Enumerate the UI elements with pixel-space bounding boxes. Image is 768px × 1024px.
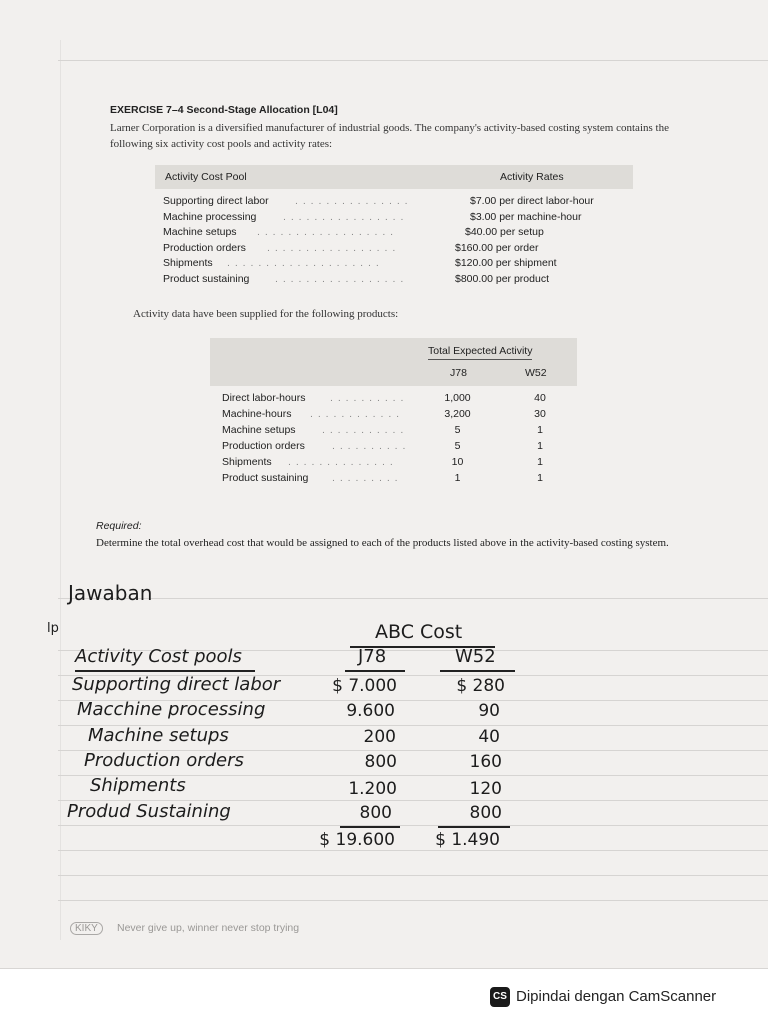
answer-row-label: Macchine processing (77, 699, 266, 720)
required-text: Determine the total overhead cost that would be assigned to each of the products listed above in the activity-based costing system. (96, 537, 669, 549)
table-row (210, 440, 577, 456)
answer-total-j78: $ 19.600 (319, 830, 395, 850)
answer-w52: $ 280 (456, 676, 505, 696)
answer-j78: 800 (364, 752, 397, 772)
subtotal-underline (438, 826, 510, 828)
header-underline (440, 670, 515, 672)
table-row (155, 211, 633, 227)
answer-row-label: Shipments (90, 775, 186, 796)
header-underline (345, 670, 405, 672)
answer-row-label: Machine setups (88, 725, 229, 746)
table-row (210, 392, 577, 408)
rate-pool: Shipments (163, 257, 213, 269)
subtotal-underline (340, 826, 400, 828)
rate-value: $40.00 per setup (465, 226, 544, 238)
col-header-j78: J78 (450, 367, 467, 379)
answer-w52: 120 (469, 779, 502, 799)
j78-value: 3,200 (444, 408, 471, 420)
table-row (210, 472, 577, 488)
w52-value: 1 (537, 440, 543, 452)
leader-dots: . . . . . . . . . . . . . . . . . (275, 272, 405, 285)
table-row (210, 408, 577, 424)
leader-dots: . . . . . . . . . . . . . . . . (283, 210, 405, 223)
activity-label: Direct labor-hours (222, 392, 306, 404)
activity-rates-table (155, 165, 633, 288)
rate-value: $7.00 per direct labor-hour (470, 195, 594, 207)
ruled-line (58, 825, 768, 826)
ruled-line (58, 900, 768, 901)
rates-header-rate: Activity Rates (500, 171, 564, 183)
rate-value: $160.00 per order (455, 241, 539, 254)
rate-pool: Supporting direct labor (163, 195, 269, 207)
answer-col-w52: W52 (455, 646, 496, 667)
activity-label: Machine-hours (222, 408, 292, 420)
margin-note: lp (47, 621, 59, 636)
scanner-watermark: Dipindai dengan CamScanner (516, 988, 717, 1005)
table-row (210, 456, 577, 472)
required-label: Required: (96, 520, 142, 532)
rate-pool: Production orders (163, 241, 246, 254)
rate-value: $800.00 per product (455, 272, 549, 285)
rate-value: $120.00 per shipment (455, 257, 557, 269)
j78-value: 1 (454, 472, 461, 484)
table-row (155, 257, 633, 273)
answer-row-label: Production orders (84, 750, 244, 771)
answer-row-label: Produd Sustaining (67, 801, 231, 822)
table-row (155, 242, 633, 258)
leader-dots: . . . . . . . . . . . . (310, 408, 401, 420)
answer-j78: 9.600 (346, 701, 395, 721)
table-row (155, 273, 633, 289)
notebook-motto: Never give up, winner never stop trying (117, 922, 300, 934)
exercise-title: EXERCISE 7–4 Second-Stage Allocation [L04] (110, 104, 338, 116)
ruled-line (58, 60, 768, 61)
leader-dots: . . . . . . . . . . . . . . (288, 456, 394, 468)
w52-value: 1 (537, 472, 543, 484)
answer-w52: 90 (478, 701, 500, 721)
activity-label: Production orders (222, 440, 305, 452)
w52-value: 1 (537, 456, 543, 468)
activity-label: Shipments (222, 456, 272, 468)
ruled-line (58, 598, 768, 599)
header-underline (75, 670, 255, 672)
leader-dots: . . . . . . . . . (332, 472, 399, 484)
activity-label: Product sustaining (222, 472, 309, 484)
answer-j78: 800 (359, 803, 392, 823)
leader-dots: . . . . . . . . . . . . . . . (295, 195, 409, 207)
answer-w52: 800 (469, 803, 502, 823)
answer-col-j78: J78 (358, 646, 387, 667)
j78-value: 5 (454, 424, 461, 436)
answer-total-w52: $ 1.490 (435, 830, 500, 850)
margin-line (60, 40, 61, 940)
leader-dots: . . . . . . . . . . (332, 440, 407, 452)
ruled-line (58, 875, 768, 876)
answer-j78: 1.200 (348, 779, 397, 799)
rate-pool: Machine processing (163, 210, 257, 223)
answer-j78: 200 (363, 727, 396, 747)
leader-dots: . . . . . . . . . . . . . . . . . . . . (227, 257, 380, 269)
answer-col-header: Activity Cost pools (75, 646, 242, 667)
activity-table-header (210, 338, 577, 386)
w52-value: 1 (537, 424, 543, 436)
activity-data-table (210, 338, 577, 488)
ruled-line (58, 850, 768, 851)
rate-value: $3.00 per machine-hour (470, 210, 582, 223)
camscanner-icon: CS (490, 987, 510, 1007)
table-row (155, 195, 633, 211)
leader-dots: . . . . . . . . . . . . . . . . . (267, 241, 397, 254)
leader-dots: . . . . . . . . . . . (322, 424, 405, 436)
j78-value: 5 (454, 440, 461, 452)
j78-value: 10 (451, 456, 464, 468)
group-header: Total Expected Activity (428, 345, 532, 360)
notebook-brand-logo: KIKY (70, 922, 103, 935)
activity-intro: Activity data have been supplied for the following products: (133, 308, 399, 320)
w52-value: 30 (534, 408, 546, 420)
rates-header-pool: Activity Cost Pool (165, 171, 247, 183)
leader-dots: . . . . . . . . . . (330, 392, 405, 404)
j78-value: 1,000 (444, 392, 471, 404)
answer-title: ABC Cost (375, 621, 463, 643)
table-row (210, 424, 577, 440)
rate-pool: Machine setups (163, 226, 237, 238)
activity-label: Machine setups (222, 424, 296, 436)
leader-dots: . . . . . . . . . . . . . . . . . . (257, 226, 395, 238)
rate-pool: Product sustaining (163, 272, 250, 285)
table-row (155, 226, 633, 242)
answer-j78: $ 7.000 (332, 676, 397, 696)
w52-value: 40 (534, 392, 546, 404)
answer-w52: 160 (469, 752, 502, 772)
answer-row-label: Supporting direct labor (72, 674, 281, 695)
answer-w52: 40 (478, 727, 500, 747)
answer-heading: Jawaban (68, 581, 153, 605)
col-header-w52: W52 (525, 367, 547, 379)
rates-table-header (155, 165, 633, 189)
exercise-intro: Larner Corporation is a diversified manufacturer of industrial goods. The company's activity-based costing system contains the following six activity cost pools and activity rates: (110, 122, 669, 150)
